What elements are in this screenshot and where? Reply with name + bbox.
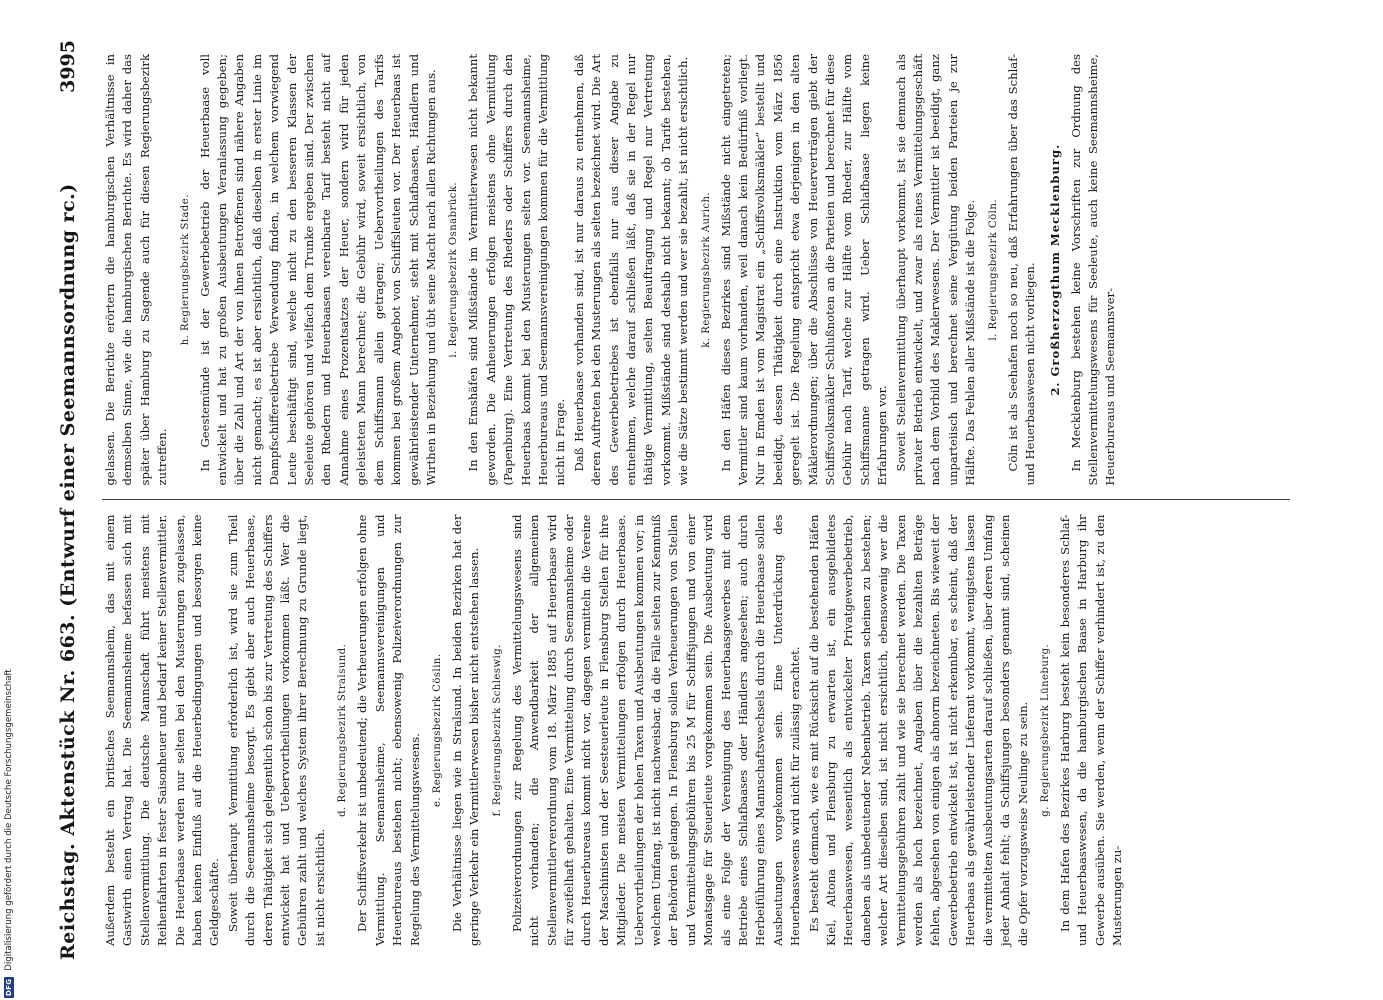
right-paragraph: In Mecklenburg bestehen keine Vorschriften zur Ordnung des Stellenvermittelungswesens für Seeleute, auch keine Seemannsheime, Heuerbureaus und Seemannsver- bbox=[1068, 54, 1118, 486]
left-paragraph: Der Schiffsverkehr ist unbedeutend; die Verheuerungen erfolgen ohne Vermittlung. Seemannsheime, Seemannsvereinigungen und Heuerbureaus bestehen nicht; ebensowenig Polizeiverordnungen zur Regelung des Vermittelungswesens. bbox=[355, 514, 422, 946]
page-number: 3995 bbox=[57, 40, 79, 93]
left-paragraph: Es besteht demnach, wie es mit Rücksicht auf die bestehenden Häfen Kiel, Altona und Flensburg zu erwarten ist, ein ausgebildetes Heuerbaaswesen, wesentlich als entwickelter Privatgewerbebetrieb, daneben als unbedeutender Nebenbetrieb. Taxen scheinen zu bestehen; welcher Art dieselben sind, ist nicht ersichtlich, ebensowenig wer die Vermittelungsgebühren zahlt und wie sie berechnet werden. Die Taxen werden als hoch bezeichnet, Angaben über die bezahlten Beträge fehlen, abgesehen von einigen als abnorm bezeichneten. Bis wieweit der Gewerbebetrieb entwickelt ist, ist nicht erkennbar, es scheint, daß der Heuerbaas als gewährleistender Lieferant vorkommt, wenigstens lassen die vermittelten Ausbeutungsarten darauf schließen, über deren Umfang jeder Anhalt fehlt; da Schiffsjungen besonders genannt sind, scheinen die Opfer vorzugsweise Neulinge zu sein. bbox=[806, 514, 1030, 946]
left-paragraph: Außerdem besteht ein britisches Seemannsheim, das mit einem Gastwirth einen Vertrag hat. Die Seemannsheime befassen sich mit Stellenvermittlung. Die deutsche Mannschaft führt meistens mit Reihenfahrten in fester Saisonheuer und bedarf keiner Stellenvermittler. Die Heuerbaase werden nur selten bei den Musterungen zugelassen, haben keinen Einfluß auf die Heuerbedingungen und besorgen keine Geldgeschäfte. bbox=[103, 514, 222, 946]
right-section-heading: l. Regierungsbezirk Cöln. bbox=[987, 199, 999, 341]
running-head bbox=[48, 40, 88, 960]
left-section-heading: e. Regierungsbezirk Cöslin. bbox=[431, 653, 443, 808]
digitization-credit bbox=[2, 600, 16, 998]
left-paragraph: Die Verhältnisse liegen wie in Stralsund. In beiden Bezirken hat der geringe Verkehr ein Vermittlerwesen bisher nicht entstehen lassen. bbox=[449, 514, 482, 946]
credit-text: Digitalisierung gefördert durch die Deutsche Forschungsgemeinschaft bbox=[4, 669, 14, 971]
left-section-heading: d. Regierungsbezirk Stralsund. bbox=[337, 643, 349, 817]
right-section-heading: h. Regierungsbezirk Stade. bbox=[179, 194, 191, 346]
left-paragraph: Polizeiverordnungen zur Regelung des Vermittelungswesens sind nicht vorhanden; die Anwendbarkeit der allgemeinen Stellenvermittlerverordnung vom 18. März 1885 auf Heuerbaase wird für zweifelhaft gehalten. Eine Vermittelung durch Seemannsheime oder durch Heuerbureaus kommt nicht vor, dagegen vermitteln die Vereine der Maschinisten und der Seesteuerleute in Flensburg Stellen für ihre Mitglieder. Die meisten Vermittelungen erfolgen durch Heuerbaase. Uebervortheilungen der hohen Taxen und Ausbeutungen kommen vor; in welchem Umfang, ist nicht nachweisbar, da die Fälle selten zur Kenntniß der Behörden gelangen. In Flensburg sollen Verheuerungen von Stellen und Vermittelungsgebühren bis 25 M für Schiffsjungen und von einer Monatsgage für Steuerleute vorgekommen sein. Die Ausbeutung wird als eine Folge der Vereinigung des Heuerbaasgewerbes mit dem Betriebe eines Schlafbaases oder Händlers angesehen; auch durch Herbeiführung eines Mannschaftswechsels durch die Heuerbaase sollen Ausbeutungen vorgekommen sein. Eine Unterdrückung des Heuerbaaswesens wird nicht für zulässig erachtet. bbox=[509, 514, 803, 946]
left-column bbox=[102, 500, 1290, 961]
credit-line bbox=[2, 600, 16, 998]
right-section-heading: i. Regierungsbezirk Osnabrück. bbox=[448, 181, 460, 358]
right-paragraph: Soweit Stellenvermittlung überhaupt vorkommt, ist sie demnach als privater Betrieb entwickelt, und zwar als reines Vermittelungsgeschäft nach dem Vorbild des Maklerwesens. Der Vermittler ist beeidigt, ganz unparteiisch und berechnet seine Vergütung beiden Parteien je zur Hälfte. Das Fehlen aller Mißstände ist die Folge. bbox=[893, 54, 978, 486]
left-section-heading: g. Regierungsbezirk Lüneburg. bbox=[1039, 643, 1051, 817]
dfg-logo: DFG bbox=[5, 978, 13, 996]
left-section-heading: f. Regierungsbezirk Schleswig. bbox=[491, 644, 503, 817]
left-paragraph: Soweit überhaupt Vermittlung erforderlich ist, wird sie zum Theil durch die Seemannsheime besorgt. Es giebt aber auch Heuerbaase, deren Thätigkeit sich gelegentlich schon bis zur Vertretung des Schiffers entwickelt hat und Uebervortheilungen vorkommen läßt. Wer die Gebühren zahlt und welches System ihrer Berechnung zu Grunde liegt, ist nicht ersichtlich. bbox=[225, 514, 327, 946]
right-paragraph: In den Häfen dieses Bezirkes sind Mißstände nicht eingetreten; Vermittler sind kaum vorhanden, weil danach kein Bedürfniß vorliegt. Nur in Emden ist vom Magistrat ein „Schiffsvolksmäkler“ bestellt und beeidigt, dessen Thätigkeit durch eine Instruktion vom März 1856 geregelt ist. Die Regelung entspricht etwa derjenigen in den alten Mäklerordnungen; über die Abschlüsse von Heuerverträgen giebt der Schiffsvolksmäkler Schlußnoten an die Parteien und berechnet für diese Gebühr nach Tarif, welche zur Hälfte vom Rheder, zur Hälfte vom Schiffsmanne getragen wird. Ueber Schlafbaase liegen keine Erfahrungen vor. bbox=[718, 54, 890, 486]
right-column bbox=[102, 40, 1290, 500]
right-section-heading: 2. Großherzogthum Mecklenburg. bbox=[1047, 143, 1062, 396]
page-title: Reichstag. Aktenstück Nr. 663. (Entwurf einer Seemannsordnung rc.) bbox=[57, 183, 79, 960]
left-paragraph: In dem Hafen des Bezirkes Harburg besteht kein besonderes Schlaf- und Heuerbaaswesen, da die hamburgischen Baase in Harburg ihr Gewerbe ausüben. Sie werden, wenn der Schiffer verhindert ist, zu den Musterungen zu- bbox=[1057, 514, 1125, 946]
right-paragraph: In den Emshäfen sind Mißstände im Vermittlerwesen nicht bekannt geworden. Die Anheuerungen erfolgen meistens ohne Vermittlung (Papenburg). Eine Vertretung des Rheders oder Schiffers durch den Heuerbaas kommt bei den Musterungen selten vor. Seemannsheime, Heuerbureaus und Seemannsvereinigungen kommen für die Vermittlung nicht in Frage. bbox=[466, 54, 568, 486]
right-paragraph: Cöln ist als Seehafen noch so neu, daß Erfahrungen über das Schlaf- und Heuerbaaswesen nicht vorliegen. bbox=[1005, 54, 1038, 486]
right-section-heading: k. Regierungsbezirk Aurich. bbox=[700, 191, 712, 348]
right-paragraph: In Geestemünde ist der Gewerbebetrieb der Heuerbaase voll entwickelt und hat zu großen Ausbeutungen Veranlassung gegeben; über die Zahl und Art der von ihnen Betroffenen sind nähere Angaben nicht gemacht; es ist aber ersichtlich, daß dieselben in erster Linie im Dampfschiffereibetriebe Verwendung finden, in welchem vorwiegend Leute beschäftigt sind, welche nicht zu den besseren Klassen der Seeleute gehören und vielfach dem Trunke ergeben sind. Der zwischen den Rhedern und Heuerbaasen vereinbarte Tarif besteht nicht auf Annahme eines Prozentsatzes der Heuer, sondern wird für jeden geleisteten Mann berechnet; die Gebühr wird, soweit ersichtlich, von dem Schiffsmann allein getragen; Uebervortheilungen des Tarifs kommen bei großem Angebot von Schiffsleuten vor. Der Heuerbaas ist gewährleistender Unternehmer, steht mit Schlafbaasen, Händlern und Wirthen in Beziehung und übt seine Macht nach allen Richtungen aus. bbox=[197, 54, 438, 486]
right-paragraph: gelassen. Die Berichte erörtern die hamburgischen Verhältnisse in demselben Sinne, wie die hamburgischen Berichte. Es wird daher das später über Hamburg zu Sagende auch für diesen Regierungsbezirk zutreffen. bbox=[103, 54, 170, 486]
right-paragraph: Daß Heuerbaase vorhanden sind, ist nur daraus zu entnehmen, daß deren Auftreten bei den Musterungen als selten bezeichnet wird. Die Art des Gewerbebetriebes ist ebenfalls nur aus dieser Angabe zu entnehmen, welche darauf schließen läßt, daß sie in der Regel nur thätige Vermittlung, selten Beauftragung und Regel nur Vertretung vorkommt. Mißstände sind deshalb nicht bekannt; ob Tarife bestehen, wie die Sätze bestimmt werden und wer sie bezahlt, ist nicht ersichtlich. bbox=[571, 54, 691, 486]
rotated-page bbox=[30, 0, 1330, 1000]
text-columns bbox=[102, 40, 1290, 960]
